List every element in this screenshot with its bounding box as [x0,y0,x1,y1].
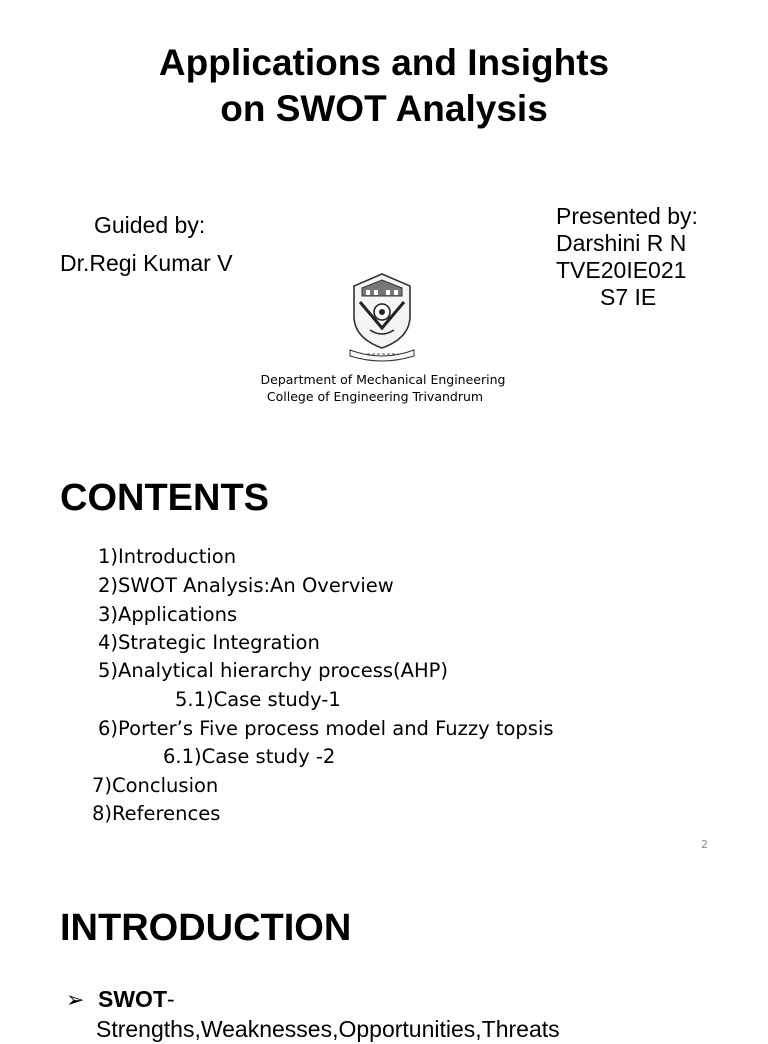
college-emblem-icon [340,268,424,362]
introduction-heading: INTRODUCTION [60,907,352,949]
department-info [0,371,768,405]
contents-item: 3)Applications [98,603,238,626]
contents-item: 6)Porter’s Five process model and Fuzzy topsis [98,717,554,740]
contents-item: 4)Strategic Integration [98,631,320,654]
presenter-block [556,203,698,311]
arrow-bullet-icon: ➢ [66,987,85,1012]
contents-item: 8)References [92,802,221,825]
title-slide [0,0,768,440]
title-line-1: Applications and Insights [158,42,610,83]
presentation-title [0,40,768,132]
contents-item: 2)SWOT Analysis:An Overview [98,574,394,597]
bullet-suffix: - [167,986,175,1012]
bullet-term: SWOT [98,986,167,1012]
bullet-point [66,984,175,1015]
title-line-2: on SWOT Analysis [220,88,548,129]
contents-item: 7)Conclusion [92,774,219,797]
college-name: College of Engineering Trivandrum [266,389,484,404]
presented-by-label: Presented by: [556,203,698,229]
presenter-name: Darshini R N [556,230,687,256]
page-number: 2 [701,838,708,851]
contents-subitem: 5.1)Case study-1 [175,688,341,711]
contents-subitem: 6.1)Case study -2 [163,745,336,768]
presenter-id: TVE20IE021 [556,257,687,283]
contents-item: 5)Analytical hierarchy process(AHP) [98,659,449,682]
guide-name: Dr.Regi Kumar V [60,250,233,276]
department-name: Department of Mechanical Engineering [260,372,506,387]
presenter-class: S7 IE [600,284,657,310]
contents-item: 1)Introduction [98,545,237,568]
bullet-continuation: Strengths,Weaknesses,Opportunities,Threats [96,1016,560,1042]
contents-slide [0,440,768,860]
guided-by-label: Guided by: [94,212,206,238]
introduction-slide [0,860,768,1042]
contents-heading: CONTENTS [60,477,269,519]
